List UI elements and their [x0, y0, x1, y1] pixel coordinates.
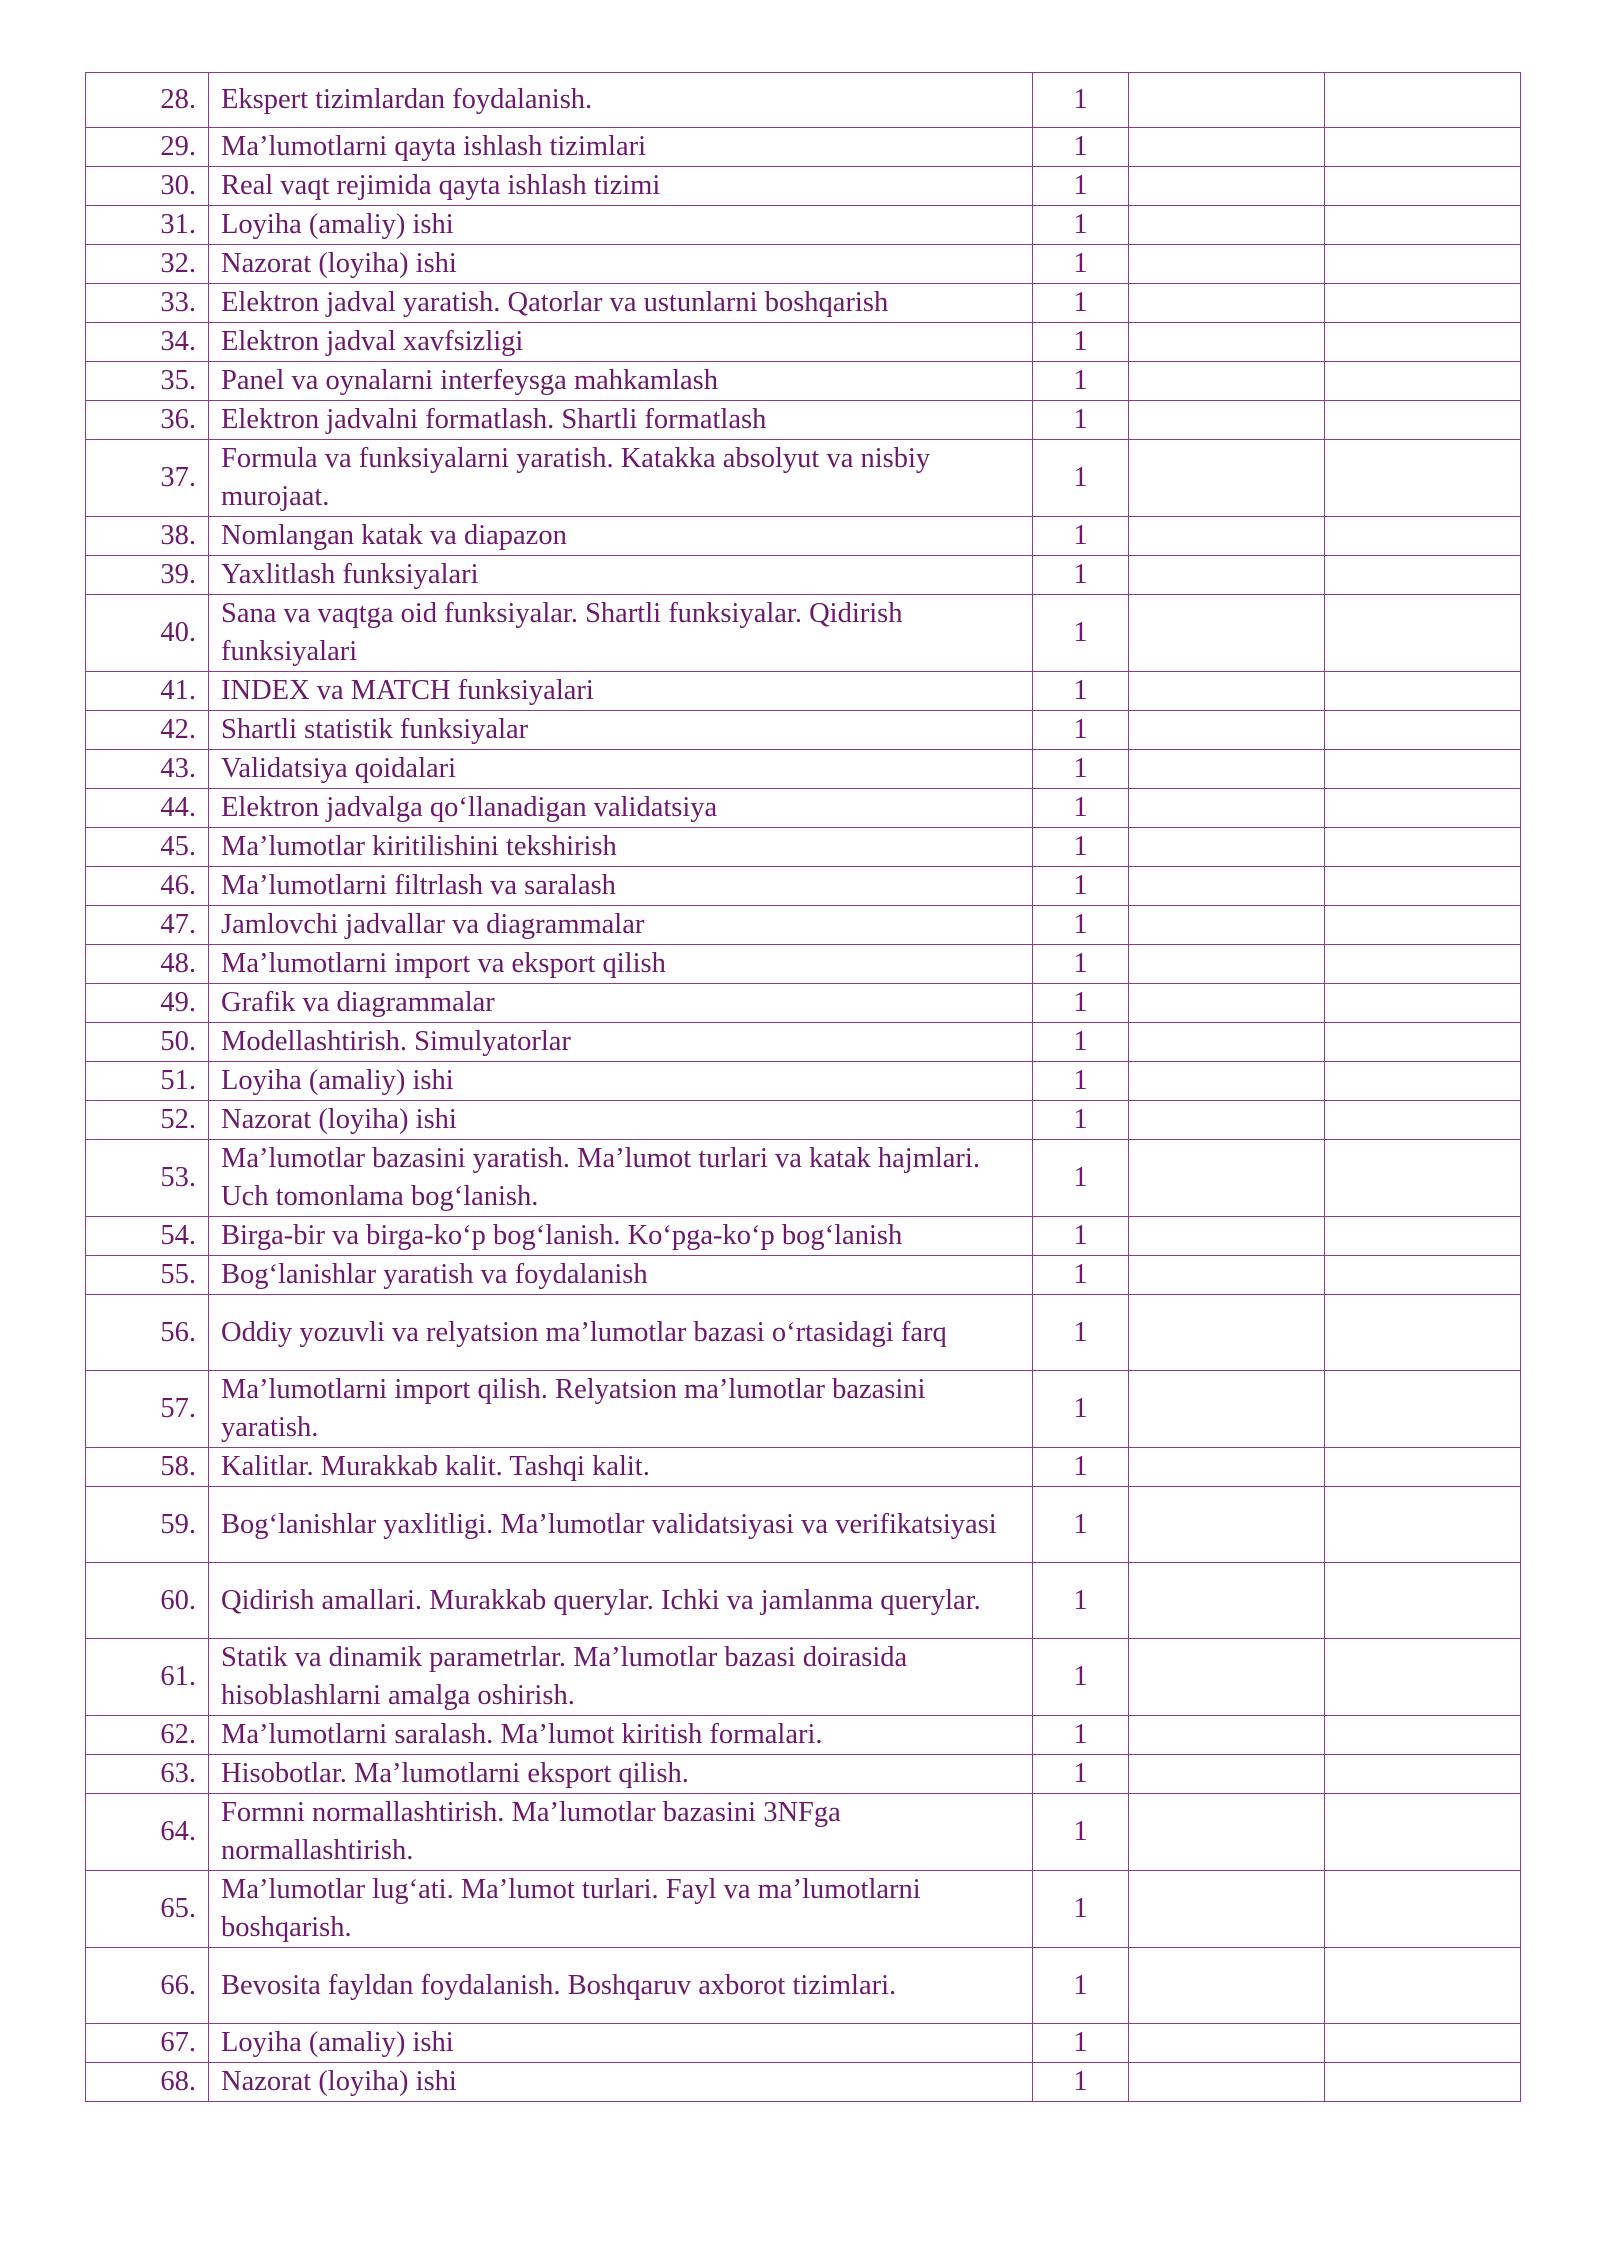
row-empty-cell — [1129, 1716, 1325, 1755]
row-empty-cell — [1129, 362, 1325, 401]
row-empty-cell — [1129, 789, 1325, 828]
table-row — [86, 2063, 1521, 2102]
row-empty-cell — [1325, 711, 1521, 750]
row-empty-cell — [1325, 1448, 1521, 1487]
row-hours: 1 — [1033, 245, 1129, 284]
row-empty-cell — [1129, 2063, 1325, 2102]
row-empty-cell — [1325, 362, 1521, 401]
table-row — [86, 167, 1521, 206]
row-empty-cell — [1325, 401, 1521, 440]
row-empty-cell — [1325, 167, 1521, 206]
row-topic: Ma’lumotlarni import qilish. Relyatsion ma’lumotlar bazasini yaratish. — [209, 1371, 1033, 1448]
row-empty-cell — [1325, 1062, 1521, 1101]
row-hours: 1 — [1033, 828, 1129, 867]
row-empty-cell — [1129, 828, 1325, 867]
row-topic: Panel va oynalarni interfeysga mahkamlash — [209, 362, 1033, 401]
table-row — [86, 284, 1521, 323]
row-empty-cell — [1129, 1256, 1325, 1295]
row-number: 49. — [86, 984, 209, 1023]
row-number: 37. — [86, 440, 209, 517]
row-topic: Nazorat (loyiha) ishi — [209, 2063, 1033, 2102]
row-topic: Nomlangan katak va diapazon — [209, 517, 1033, 556]
row-hours: 1 — [1033, 750, 1129, 789]
row-empty-cell — [1325, 284, 1521, 323]
row-hours: 1 — [1033, 284, 1129, 323]
row-topic: Statik va dinamik parametrlar. Ma’lumotlar bazasi doirasida hisoblashlarni amalga oshirish. — [209, 1639, 1033, 1716]
table-row — [86, 1295, 1521, 1371]
row-empty-cell — [1129, 323, 1325, 362]
row-empty-cell — [1129, 1871, 1325, 1948]
row-number: 67. — [86, 2024, 209, 2063]
row-empty-cell — [1325, 73, 1521, 128]
row-hours: 1 — [1033, 711, 1129, 750]
row-empty-cell — [1129, 517, 1325, 556]
row-hours: 1 — [1033, 517, 1129, 556]
row-number: 28. — [86, 73, 209, 128]
row-empty-cell — [1129, 1023, 1325, 1062]
row-empty-cell — [1129, 1140, 1325, 1217]
row-topic: Bevosita fayldan foydalanish. Boshqaruv axborot tizimlari. — [209, 1948, 1033, 2024]
row-empty-cell — [1129, 73, 1325, 128]
row-topic: Qidirish amallari. Murakkab querylar. Ichki va jamlanma querylar. — [209, 1563, 1033, 1639]
row-topic: Elektron jadvalga qo‘llanadigan validatsiya — [209, 789, 1033, 828]
table-row — [86, 906, 1521, 945]
row-empty-cell — [1129, 906, 1325, 945]
table-row — [86, 1101, 1521, 1140]
row-topic: Nazorat (loyiha) ishi — [209, 1101, 1033, 1140]
row-topic: Modellashtirish. Simulyatorlar — [209, 1023, 1033, 1062]
table-row — [86, 1062, 1521, 1101]
table-row — [86, 1023, 1521, 1062]
row-empty-cell — [1129, 595, 1325, 672]
row-empty-cell — [1129, 1563, 1325, 1639]
table-row — [86, 750, 1521, 789]
row-topic: Kalitlar. Murakkab kalit. Tashqi kalit. — [209, 1448, 1033, 1487]
row-hours: 1 — [1033, 595, 1129, 672]
row-topic: Grafik va diagrammalar — [209, 984, 1033, 1023]
row-hours: 1 — [1033, 1217, 1129, 1256]
row-empty-cell — [1129, 1101, 1325, 1140]
row-empty-cell — [1129, 945, 1325, 984]
row-empty-cell — [1325, 867, 1521, 906]
row-empty-cell — [1325, 517, 1521, 556]
row-number: 31. — [86, 206, 209, 245]
row-hours: 1 — [1033, 1563, 1129, 1639]
row-number: 46. — [86, 867, 209, 906]
table-row — [86, 1448, 1521, 1487]
syllabus-table-body — [86, 73, 1521, 2102]
table-row — [86, 1755, 1521, 1794]
row-number: 35. — [86, 362, 209, 401]
row-number: 55. — [86, 1256, 209, 1295]
row-number: 36. — [86, 401, 209, 440]
row-empty-cell — [1129, 711, 1325, 750]
row-empty-cell — [1325, 1794, 1521, 1871]
row-topic: Elektron jadvalni formatlash. Shartli formatlash — [209, 401, 1033, 440]
row-topic: Ekspert tizimlardan foydalanish. — [209, 73, 1033, 128]
row-topic: Oddiy yozuvli va relyatsion ma’lumotlar bazasi o‘rtasidagi farq — [209, 1295, 1033, 1371]
row-number: 33. — [86, 284, 209, 323]
row-empty-cell — [1129, 1217, 1325, 1256]
row-empty-cell — [1325, 595, 1521, 672]
row-empty-cell — [1129, 206, 1325, 245]
row-empty-cell — [1129, 672, 1325, 711]
row-number: 42. — [86, 711, 209, 750]
row-empty-cell — [1325, 2063, 1521, 2102]
row-topic: Jamlovchi jadvallar va diagrammalar — [209, 906, 1033, 945]
row-number: 51. — [86, 1062, 209, 1101]
row-empty-cell — [1129, 440, 1325, 517]
row-empty-cell — [1325, 789, 1521, 828]
row-hours: 1 — [1033, 1639, 1129, 1716]
row-topic: Ma’lumotlarni import va eksport qilish — [209, 945, 1033, 984]
row-empty-cell — [1129, 867, 1325, 906]
row-topic: Ma’lumotlar lug‘ati. Ma’lumot turlari. Fayl va ma’lumotlarni boshqarish. — [209, 1871, 1033, 1948]
table-row — [86, 867, 1521, 906]
row-empty-cell — [1325, 750, 1521, 789]
row-number: 47. — [86, 906, 209, 945]
table-row — [86, 556, 1521, 595]
row-number: 52. — [86, 1101, 209, 1140]
row-empty-cell — [1325, 1217, 1521, 1256]
row-empty-cell — [1325, 323, 1521, 362]
row-empty-cell — [1325, 1023, 1521, 1062]
row-empty-cell — [1129, 1755, 1325, 1794]
row-hours: 1 — [1033, 1140, 1129, 1217]
row-empty-cell — [1325, 556, 1521, 595]
row-topic: Loyiha (amaliy) ishi — [209, 1062, 1033, 1101]
row-empty-cell — [1325, 1101, 1521, 1140]
row-number: 65. — [86, 1871, 209, 1948]
row-hours: 1 — [1033, 440, 1129, 517]
row-topic: Elektron jadval yaratish. Qatorlar va ustunlarni boshqarish — [209, 284, 1033, 323]
row-topic: Loyiha (amaliy) ishi — [209, 206, 1033, 245]
row-empty-cell — [1129, 984, 1325, 1023]
table-row — [86, 362, 1521, 401]
table-row — [86, 672, 1521, 711]
row-empty-cell — [1325, 128, 1521, 167]
row-topic: Bog‘lanishlar yaxlitligi. Ma’lumotlar validatsiyasi va verifikatsiyasi — [209, 1487, 1033, 1563]
row-empty-cell — [1129, 245, 1325, 284]
row-empty-cell — [1325, 906, 1521, 945]
row-hours: 1 — [1033, 556, 1129, 595]
table-row — [86, 401, 1521, 440]
table-row — [86, 1871, 1521, 1948]
row-empty-cell — [1129, 401, 1325, 440]
row-empty-cell — [1325, 1140, 1521, 1217]
row-number: 29. — [86, 128, 209, 167]
row-number: 48. — [86, 945, 209, 984]
row-number: 62. — [86, 1716, 209, 1755]
row-number: 39. — [86, 556, 209, 595]
table-row — [86, 1639, 1521, 1716]
row-empty-cell — [1129, 284, 1325, 323]
row-empty-cell — [1129, 1295, 1325, 1371]
row-hours: 1 — [1033, 1448, 1129, 1487]
table-row — [86, 595, 1521, 672]
row-hours: 1 — [1033, 1295, 1129, 1371]
row-empty-cell — [1325, 245, 1521, 284]
row-empty-cell — [1325, 1755, 1521, 1794]
row-number: 41. — [86, 672, 209, 711]
table-row — [86, 1487, 1521, 1563]
row-hours: 1 — [1033, 206, 1129, 245]
row-empty-cell — [1325, 672, 1521, 711]
table-row — [86, 128, 1521, 167]
row-hours: 1 — [1033, 1716, 1129, 1755]
row-empty-cell — [1129, 556, 1325, 595]
row-empty-cell — [1325, 440, 1521, 517]
row-empty-cell — [1325, 1371, 1521, 1448]
row-number: 50. — [86, 1023, 209, 1062]
row-number: 60. — [86, 1563, 209, 1639]
row-topic: Ma’lumotlarni qayta ishlash tizimlari — [209, 128, 1033, 167]
row-hours: 1 — [1033, 906, 1129, 945]
row-number: 64. — [86, 1794, 209, 1871]
table-row — [86, 1794, 1521, 1871]
row-number: 38. — [86, 517, 209, 556]
table-row — [86, 828, 1521, 867]
row-empty-cell — [1129, 1948, 1325, 2024]
row-empty-cell — [1129, 128, 1325, 167]
table-row — [86, 1948, 1521, 2024]
row-empty-cell — [1325, 1256, 1521, 1295]
row-topic: Validatsiya qoidalari — [209, 750, 1033, 789]
row-number: 45. — [86, 828, 209, 867]
row-topic: Ma’lumotlar kiritilishini tekshirish — [209, 828, 1033, 867]
table-row — [86, 323, 1521, 362]
row-number: 53. — [86, 1140, 209, 1217]
row-empty-cell — [1129, 1448, 1325, 1487]
row-hours: 1 — [1033, 867, 1129, 906]
table-row — [86, 984, 1521, 1023]
table-row — [86, 440, 1521, 517]
row-topic: Sana va vaqtga oid funksiyalar. Shartli funksiyalar. Qidirish funksiyalari — [209, 595, 1033, 672]
row-hours: 1 — [1033, 1948, 1129, 2024]
row-hours: 1 — [1033, 73, 1129, 128]
row-topic: Hisobotlar. Ma’lumotlarni eksport qilish. — [209, 1755, 1033, 1794]
row-topic: Ma’lumotlarni filtrlash va saralash — [209, 867, 1033, 906]
table-row — [86, 1217, 1521, 1256]
row-hours: 1 — [1033, 672, 1129, 711]
row-empty-cell — [1325, 984, 1521, 1023]
row-empty-cell — [1325, 206, 1521, 245]
row-empty-cell — [1129, 1487, 1325, 1563]
row-hours: 1 — [1033, 2063, 1129, 2102]
row-topic: Formula va funksiyalarni yaratish. Katakka absolyut va nisbiy murojaat. — [209, 440, 1033, 517]
row-number: 40. — [86, 595, 209, 672]
row-topic: Loyiha (amaliy) ishi — [209, 2024, 1033, 2063]
row-empty-cell — [1129, 1371, 1325, 1448]
row-hours: 1 — [1033, 1062, 1129, 1101]
syllabus-table — [85, 72, 1521, 2102]
table-row — [86, 2024, 1521, 2063]
row-number: 56. — [86, 1295, 209, 1371]
row-hours: 1 — [1033, 1023, 1129, 1062]
row-number: 43. — [86, 750, 209, 789]
table-row — [86, 789, 1521, 828]
table-row — [86, 1140, 1521, 1217]
table-row — [86, 1716, 1521, 1755]
row-number: 34. — [86, 323, 209, 362]
row-hours: 1 — [1033, 945, 1129, 984]
row-hours: 1 — [1033, 1256, 1129, 1295]
row-number: 32. — [86, 245, 209, 284]
row-empty-cell — [1325, 1295, 1521, 1371]
row-hours: 1 — [1033, 984, 1129, 1023]
table-row — [86, 1256, 1521, 1295]
row-empty-cell — [1325, 945, 1521, 984]
row-empty-cell — [1129, 750, 1325, 789]
row-hours: 1 — [1033, 1487, 1129, 1563]
row-empty-cell — [1325, 828, 1521, 867]
row-empty-cell — [1325, 1716, 1521, 1755]
row-empty-cell — [1325, 1487, 1521, 1563]
row-number: 61. — [86, 1639, 209, 1716]
row-empty-cell — [1129, 1639, 1325, 1716]
row-topic: Formni normallashtirish. Ma’lumotlar bazasini 3NFga normallashtirish. — [209, 1794, 1033, 1871]
row-number: 58. — [86, 1448, 209, 1487]
row-number: 44. — [86, 789, 209, 828]
row-number: 54. — [86, 1217, 209, 1256]
row-empty-cell — [1129, 1062, 1325, 1101]
row-topic: Shartli statistik funksiyalar — [209, 711, 1033, 750]
row-empty-cell — [1129, 1794, 1325, 1871]
row-hours: 1 — [1033, 1371, 1129, 1448]
row-empty-cell — [1325, 1871, 1521, 1948]
row-empty-cell — [1325, 1563, 1521, 1639]
table-row — [86, 945, 1521, 984]
row-topic: Bog‘lanishlar yaratish va foydalanish — [209, 1256, 1033, 1295]
row-topic: Ma’lumotlar bazasini yaratish. Ma’lumot turlari va katak hajmlari. Uch tomonlama bog‘lanish. — [209, 1140, 1033, 1217]
row-number: 66. — [86, 1948, 209, 2024]
row-hours: 1 — [1033, 789, 1129, 828]
row-number: 68. — [86, 2063, 209, 2102]
table-row — [86, 1563, 1521, 1639]
row-hours: 1 — [1033, 1871, 1129, 1948]
row-topic: Nazorat (loyiha) ishi — [209, 245, 1033, 284]
row-number: 30. — [86, 167, 209, 206]
row-hours: 1 — [1033, 1794, 1129, 1871]
row-topic: Elektron jadval xavfsizligi — [209, 323, 1033, 362]
row-topic: Birga-bir va birga-ko‘p bog‘lanish. Ko‘pga-ko‘p bog‘lanish — [209, 1217, 1033, 1256]
row-number: 57. — [86, 1371, 209, 1448]
row-hours: 1 — [1033, 167, 1129, 206]
row-hours: 1 — [1033, 323, 1129, 362]
table-row — [86, 206, 1521, 245]
table-row — [86, 73, 1521, 128]
row-empty-cell — [1325, 1948, 1521, 2024]
row-hours: 1 — [1033, 2024, 1129, 2063]
row-hours: 1 — [1033, 362, 1129, 401]
table-row — [86, 1371, 1521, 1448]
row-hours: 1 — [1033, 1101, 1129, 1140]
row-number: 63. — [86, 1755, 209, 1794]
row-empty-cell — [1129, 2024, 1325, 2063]
row-hours: 1 — [1033, 128, 1129, 167]
row-empty-cell — [1129, 167, 1325, 206]
table-row — [86, 711, 1521, 750]
table-row — [86, 245, 1521, 284]
table-row — [86, 517, 1521, 556]
row-empty-cell — [1325, 1639, 1521, 1716]
row-hours: 1 — [1033, 401, 1129, 440]
row-topic: Real vaqt rejimida qayta ishlash tizimi — [209, 167, 1033, 206]
row-empty-cell — [1325, 2024, 1521, 2063]
row-number: 59. — [86, 1487, 209, 1563]
row-hours: 1 — [1033, 1755, 1129, 1794]
row-topic: Yaxlitlash funksiyalari — [209, 556, 1033, 595]
row-topic: Ma’lumotlarni saralash. Ma’lumot kiritish formalari. — [209, 1716, 1033, 1755]
row-topic: INDEX va MATCH funksiyalari — [209, 672, 1033, 711]
